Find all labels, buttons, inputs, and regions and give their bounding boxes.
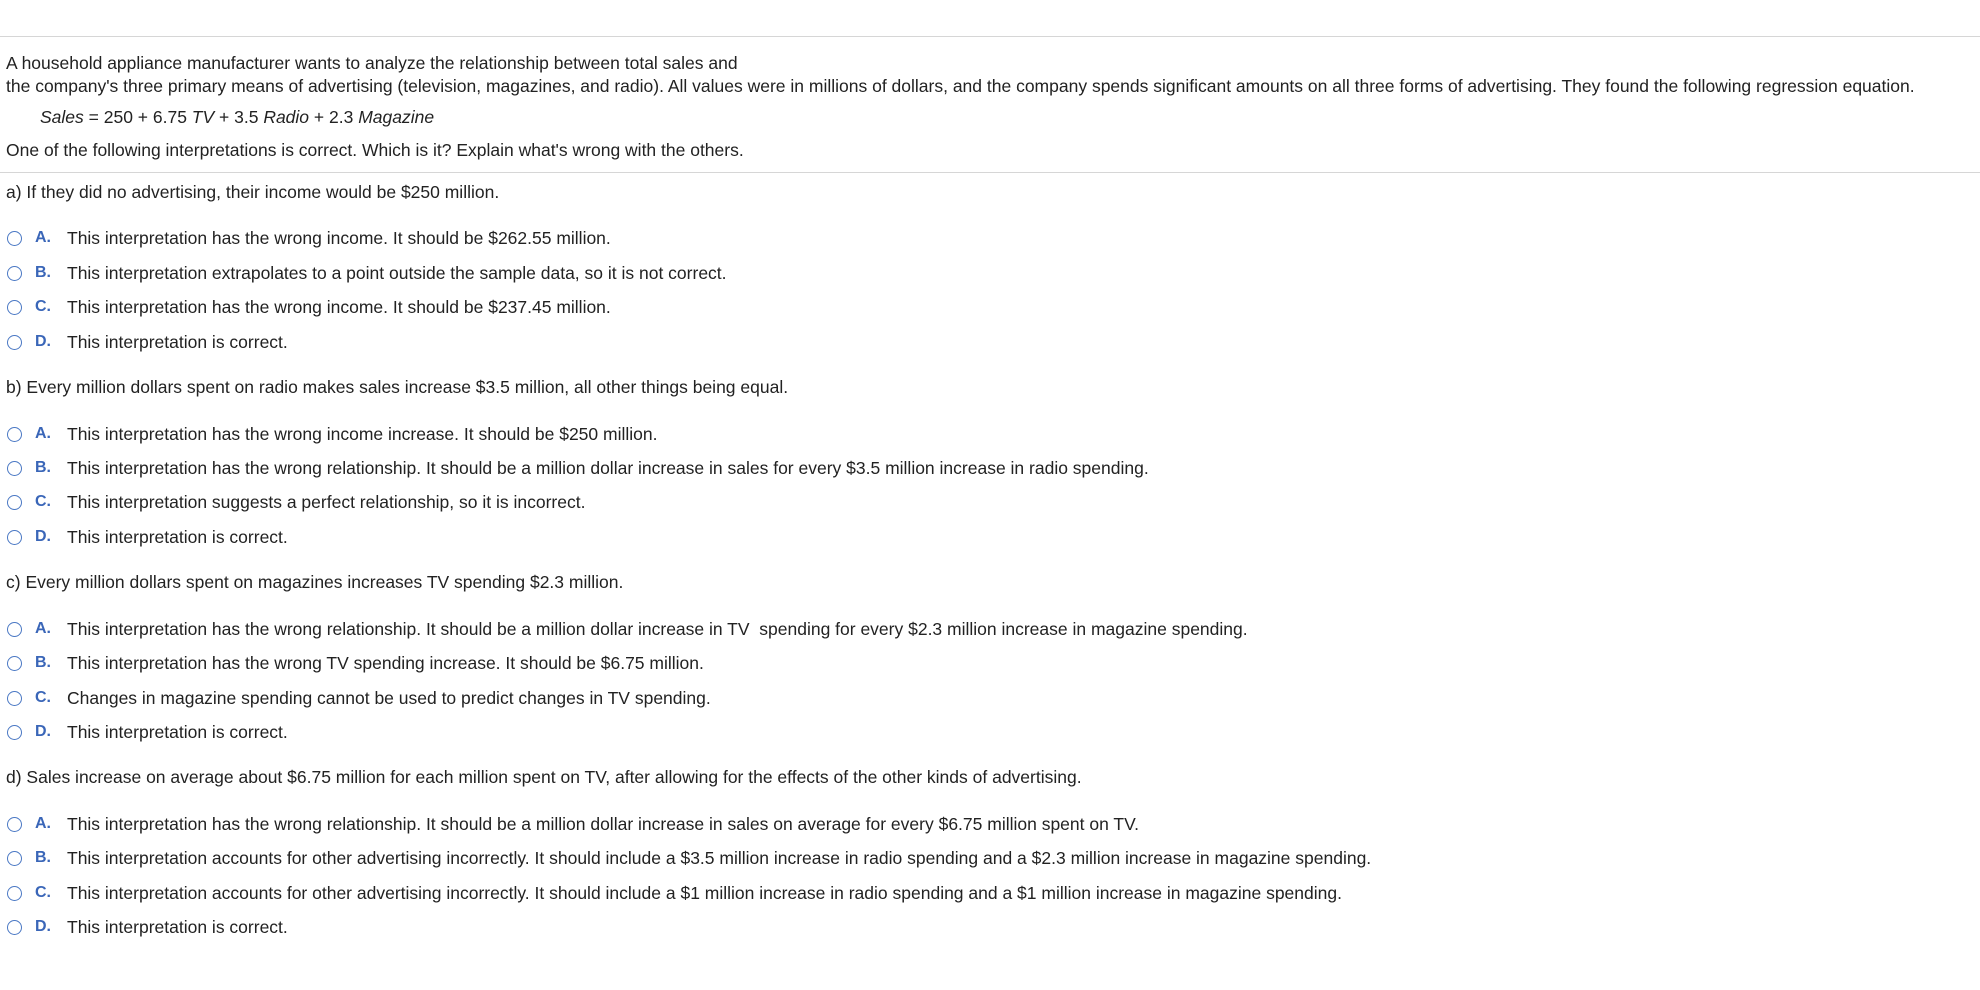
part-d-choice-d[interactable] [7,915,288,939]
radio-button-icon[interactable] [7,851,22,866]
radio-button-icon[interactable] [7,461,22,476]
choice-letter: C. [35,689,51,706]
part-b-choice-a[interactable] [7,422,657,446]
regression-equation [40,106,434,129]
choice-letter: D. [35,918,51,935]
part-b-choice-b[interactable] [7,456,1149,480]
top-divider [0,36,1980,37]
choice-text: This interpretation has the wrong relationship. It should be a million dollar increase in sales for every $3.5 million increase in radio spending. [67,457,1149,478]
choice-letter: B. [35,849,51,866]
choice-letter: A. [35,815,51,832]
equation-sales-var: Sales [40,107,84,127]
intro-line-1: A household appliance manufacturer wants to analyze the relationship between total sales and [6,53,738,73]
radio-button-icon[interactable] [7,817,22,832]
choice-letter: D. [35,723,51,740]
choice-text: This interpretation is correct. [67,331,288,352]
choice-letter: B. [35,654,51,671]
radio-button-icon[interactable] [7,427,22,442]
section-divider [0,172,1980,173]
choice-letter: A. [35,425,51,442]
choice-text: This interpretation has the wrong income. It should be $237.45 million. [67,296,611,317]
choice-letter: C. [35,298,51,315]
choice-text: This interpretation has the wrong relationship. It should be a million dollar increase in sales on average for every $6.75 million spent on TV. [67,813,1139,834]
part-c-choice-a[interactable] [7,617,1248,641]
choice-letter: C. [35,884,51,901]
part-d-choice-b[interactable] [7,846,1371,870]
part-a-choice-a[interactable] [7,226,611,250]
part-a-prompt: a) If they did no advertising, their income would be $250 million. [6,182,500,202]
part-a-choice-b[interactable] [7,261,727,285]
choice-text: This interpretation suggests a perfect relationship, so it is incorrect. [67,491,586,512]
choice-text: This interpretation is correct. [67,916,288,937]
part-a-choice-c[interactable] [7,295,611,319]
choice-letter: A. [35,229,51,246]
radio-button-icon[interactable] [7,231,22,246]
part-d-prompt: d) Sales increase on average about $6.75 million for each million spent on TV, after allowing for the effects of the other kinds of advertising. [6,767,1082,787]
part-d-choice-a[interactable] [7,812,1139,836]
part-c-choice-b[interactable] [7,651,704,675]
choice-text: Changes in magazine spending cannot be used to predict changes in TV spending. [67,687,711,708]
radio-button-icon[interactable] [7,266,22,281]
equation-part: + 3.5 [214,107,264,127]
equation-part: = 250 + 6.75 [83,107,192,127]
choice-text: This interpretation is correct. [67,721,288,742]
choice-text: This interpretation accounts for other advertising incorrectly. It should include a $3.5 million increase in radio spending and a $2.3 million increase in magazine spending. [67,847,1372,868]
choice-letter: D. [35,333,51,350]
choice-text: This interpretation accounts for other advertising incorrectly. It should include a $1 million increase in radio spending and a $1 million increase in magazine spending. [67,882,1342,903]
choice-text: This interpretation extrapolates to a point outside the sample data, so it is not correct. [67,262,727,283]
intro-line-2: the company's three primary means of advertising (television, magazines, and radio). All values were in millions of dollars, and the company spends significant amounts on all three forms of advertising. They found the following regression equation. [6,76,1915,96]
part-a-choice-d[interactable] [7,330,288,354]
equation-part: + 2.3 [309,107,359,127]
part-d-choice-c[interactable] [7,881,1342,905]
radio-button-icon[interactable] [7,335,22,350]
part-b-prompt: b) Every million dollars spent on radio makes sales increase $3.5 million, all other things being equal. [6,377,789,397]
radio-button-icon[interactable] [7,725,22,740]
choice-text: This interpretation has the wrong relationship. It should be a million dollar increase in TV spending for every $2.3 million increase in magazine spending. [67,618,1248,639]
choice-text: This interpretation has the wrong income. It should be $262.55 million. [67,227,611,248]
part-c-choice-d[interactable] [7,720,288,744]
radio-button-icon[interactable] [7,920,22,935]
radio-button-icon[interactable] [7,886,22,901]
radio-button-icon[interactable] [7,656,22,671]
part-c-choice-c[interactable] [7,686,711,710]
part-b-choice-c[interactable] [7,490,585,514]
radio-button-icon[interactable] [7,622,22,637]
radio-button-icon[interactable] [7,530,22,545]
choice-letter: B. [35,264,51,281]
equation-tv-var: TV [191,107,215,127]
part-b-choice-d[interactable] [7,525,288,549]
choice-letter: A. [35,620,51,637]
part-c-prompt: c) Every million dollars spent on magazines increases TV spending $2.3 million. [6,572,624,592]
choice-text: This interpretation has the wrong TV spending increase. It should be $6.75 million. [67,652,704,673]
equation-magazine-var: Magazine [358,107,435,127]
question-instruction: One of the following interpretations is correct. Which is it? Explain what's wrong with the others. [6,140,744,160]
equation-radio-var: Radio [263,107,310,127]
radio-button-icon[interactable] [7,691,22,706]
choice-text: This interpretation has the wrong income increase. It should be $250 million. [67,423,658,444]
choice-text: This interpretation is correct. [67,526,288,547]
question-intro [6,52,1971,98]
choice-letter: B. [35,459,51,476]
radio-button-icon[interactable] [7,300,22,315]
choice-letter: C. [35,493,51,510]
choice-letter: D. [35,528,51,545]
radio-button-icon[interactable] [7,495,22,510]
